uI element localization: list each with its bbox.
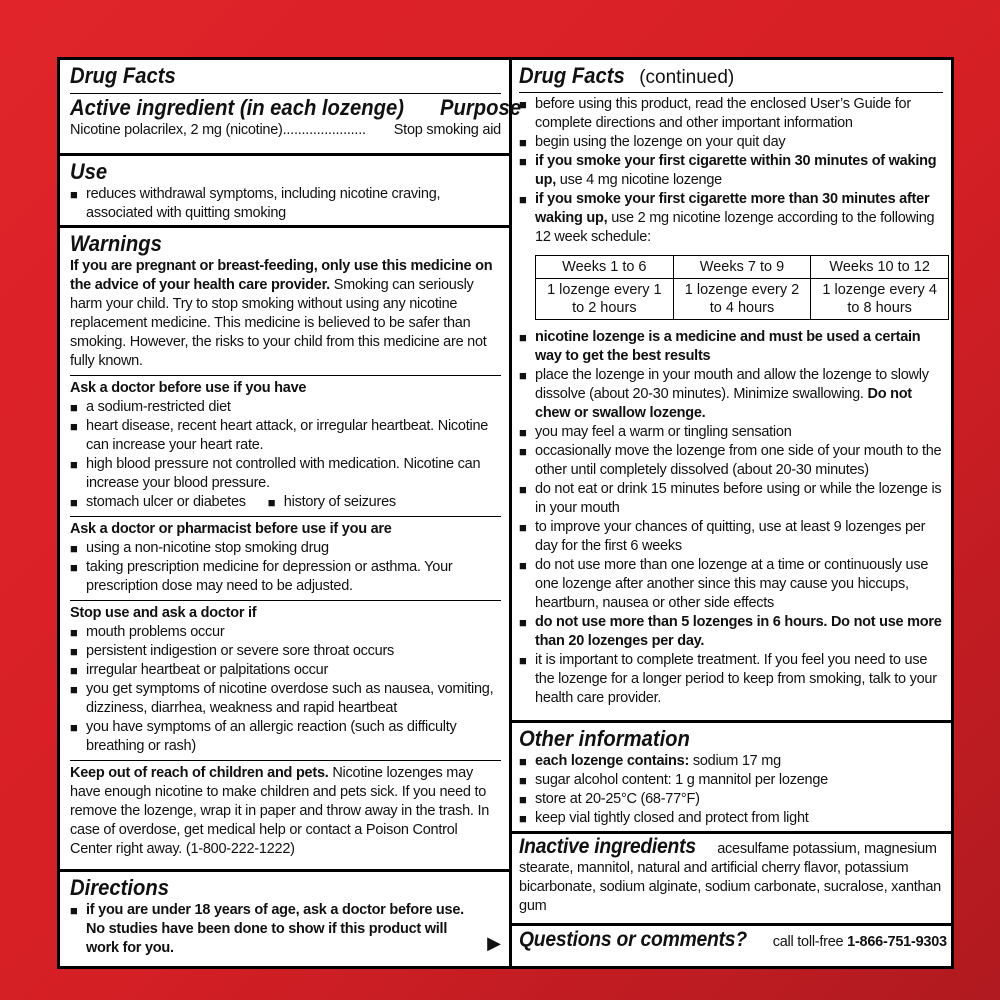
list-item: ■ if you smoke your first cigarette more than 30 minutes after waking up, use 2 mg nicotine lozenge according to the following 12 week schedule: [519,190,943,247]
table-header-cell: Weeks 7 to 9 [673,256,811,279]
directions-continued-section [509,60,951,723]
ask-doctor-heading: Ask a doctor before use if you have [70,380,307,396]
list-item: ■ you may feel a warm or tingling sensation [519,423,943,442]
active-ingredient-heading: Active ingredient (in each lozenge) [70,95,405,120]
drug-facts-continued-title: Drug Facts [519,63,625,88]
questions-text: call toll-free [772,934,848,950]
table-cell: 1 lozenge every 2 to 4 hours [673,279,811,320]
list-item: ■ do not use more than one lozenge at a time or continuously use one lozenge after another since this may cause you hiccups, heartburn, nausea or other side effects [519,556,943,613]
directions-section [60,872,509,966]
list-item: ■ you have symptoms of an allergic reaction (such as difficulty breathing or rash) [70,718,501,756]
other-information-section [509,723,951,834]
list-item: ■ it is important to complete treatment. If you feel you need to use the lozenge for a longer period to keep from smoking, talk to your health care provider. [519,651,943,708]
ask-doctor-block [70,375,501,512]
inactive-ingredients-section [509,834,951,926]
list-item: ■ if you smoke your first cigarette within 30 minutes of waking up, use 4 mg nicotine lozenge [519,152,943,190]
list-item: ■ do not eat or drink 15 minutes before using or while the lozenge is in your mouth [519,480,943,518]
list-item: ■ a sodium-restricted diet [70,398,501,417]
schedule-table [535,255,949,320]
table-header-cell: Weeks 10 to 12 [811,256,949,279]
list-item: ■ taking prescription medicine for depression or asthma. Your prescription dose may need to be adjusted. [70,558,501,596]
triangle-right-icon: ▶ [487,933,501,953]
list-item: ■ to improve your chances of quitting, use at least 9 lozenges per day for the first 6 weeks [519,518,943,556]
list-item: ■ nicotine lozenge is a medicine and must be used a certain way to get the best results [519,328,943,366]
left-column [60,60,522,966]
list-item: ■ heart disease, recent heart attack, or irregular heartbeat. Nicotine can increase your heart rate. [70,417,501,455]
list-item: ■ store at 20-25°C (68-77°F) [519,790,943,809]
list-item: ■ occasionally move the lozenge from one side of your mouth to the other until completely dissolved (about 20-30 minutes) [519,442,943,480]
questions-section [509,926,951,966]
purpose-heading: Purpose [440,95,522,120]
list-item: ■ keep vial tightly closed and protect from light [519,809,943,828]
list-item: ■ begin using the lozenge on your quit day [519,133,943,152]
questions-heading: Questions or comments? [519,928,747,951]
use-heading: Use [70,159,108,184]
warnings-heading: Warnings [70,231,162,256]
right-column [509,60,951,966]
drug-facts-title: Drug Facts [70,63,176,88]
other-information-heading: Other information [519,726,690,751]
table-header-cell: Weeks 1 to 6 [536,256,674,279]
list-item: ■ persistent indigestion or severe sore throat occurs [70,642,501,661]
table-cell: 1 lozenge every 1 to 2 hours [536,279,674,320]
table-row [536,256,949,279]
list-item: ■ before using this product, read the enclosed User’s Guide for complete directions and other important information [519,95,943,133]
table-cell: 1 lozenge every 4 to 8 hours [811,279,949,320]
use-section [60,156,509,228]
purpose: Stop smoking aid [393,122,501,138]
stop-use-heading: Stop use and ask a doctor if [70,605,257,621]
list-item: ■ do not use more than 5 lozenges in 6 hours. Do not use more than 20 lozenges per day. [519,613,943,651]
ask-pharmacist-block [70,516,501,596]
table-row [536,279,949,320]
drug-facts-panel [57,57,954,969]
ask-pharmacist-heading: Ask a doctor or pharmacist before use if you are [70,521,392,537]
active-ingredient-section [60,60,522,156]
use-item: ■ reduces withdrawal symptoms, including nicotine craving, associated with quitting smoking [70,185,501,223]
list-item: ■ high blood pressure not controlled with medication. Nicotine can increase your blood pressure. [70,455,501,493]
inactive-ingredients-text: acesulfame potassium, magnesium stearate, mannitol, natural and artificial cherry flavor, potassium bicarbonate, sodium alginate, sodium carbonate, sucralose, xanthan gum [519,841,941,914]
stop-use-block [70,600,501,756]
active-ingredient: Nicotine polacrilex, 2 mg (nicotine) [70,122,283,138]
directions-item: ■ if you are under 18 years of age, ask a doctor before use. No studies have been done to show if this product will work for you. [70,901,501,958]
list-item: ■ using a non-nicotine stop smoking drug [70,539,501,558]
list-item: ■ each lozenge contains: sodium 17 mg [519,752,943,771]
inactive-ingredients-heading: Inactive ingredients [519,835,696,858]
pregnancy-warning: If you are pregnant or breast-feeding, only use this medicine on the advice of your health care provider. Smoking can seriously harm your child. Try to stop smoking without using any nicotine replacement medicine. This medicine is believed to be safer than smoking. However, the risks to your child from this medicine are not fully known. [70,258,493,369]
phone-number[interactable]: 1-866-751-9303 [847,934,947,950]
leader-dots: ...................... [282,122,366,138]
list-item: ■ history of seizures [268,493,396,512]
warnings-section [60,228,509,872]
list-item: ■ sugar alcohol content: 1 g mannitol per lozenge [519,771,943,790]
keep-out-of-reach: Keep out of reach of children and pets. Nicotine lozenges may have enough nicotine to make children and pets sick. If you need to remove the lozenge, wrap it in paper and throw away in the trash. In case of overdose, get medical help or contact a Poison Control Center right away. (1-800-222-1222) [70,760,501,859]
list-item: ■ stomach ulcer or diabetes [70,493,246,512]
continued-label: (continued) [633,67,735,88]
list-item: ■ irregular heartbeat or palpitations occur [70,661,501,680]
list-item: ■ you get symptoms of nicotine overdose such as nausea, vomiting, dizziness, diarrhea, weakness and rapid heartbeat [70,680,501,718]
directions-heading: Directions [70,875,169,900]
list-item: ■ mouth problems occur [70,623,501,642]
list-item: ■ place the lozenge in your mouth and allow the lozenge to slowly dissolve (about 20-30 minutes). Minimize swallowing. Do not chew or swallow lozenge. [519,366,943,423]
